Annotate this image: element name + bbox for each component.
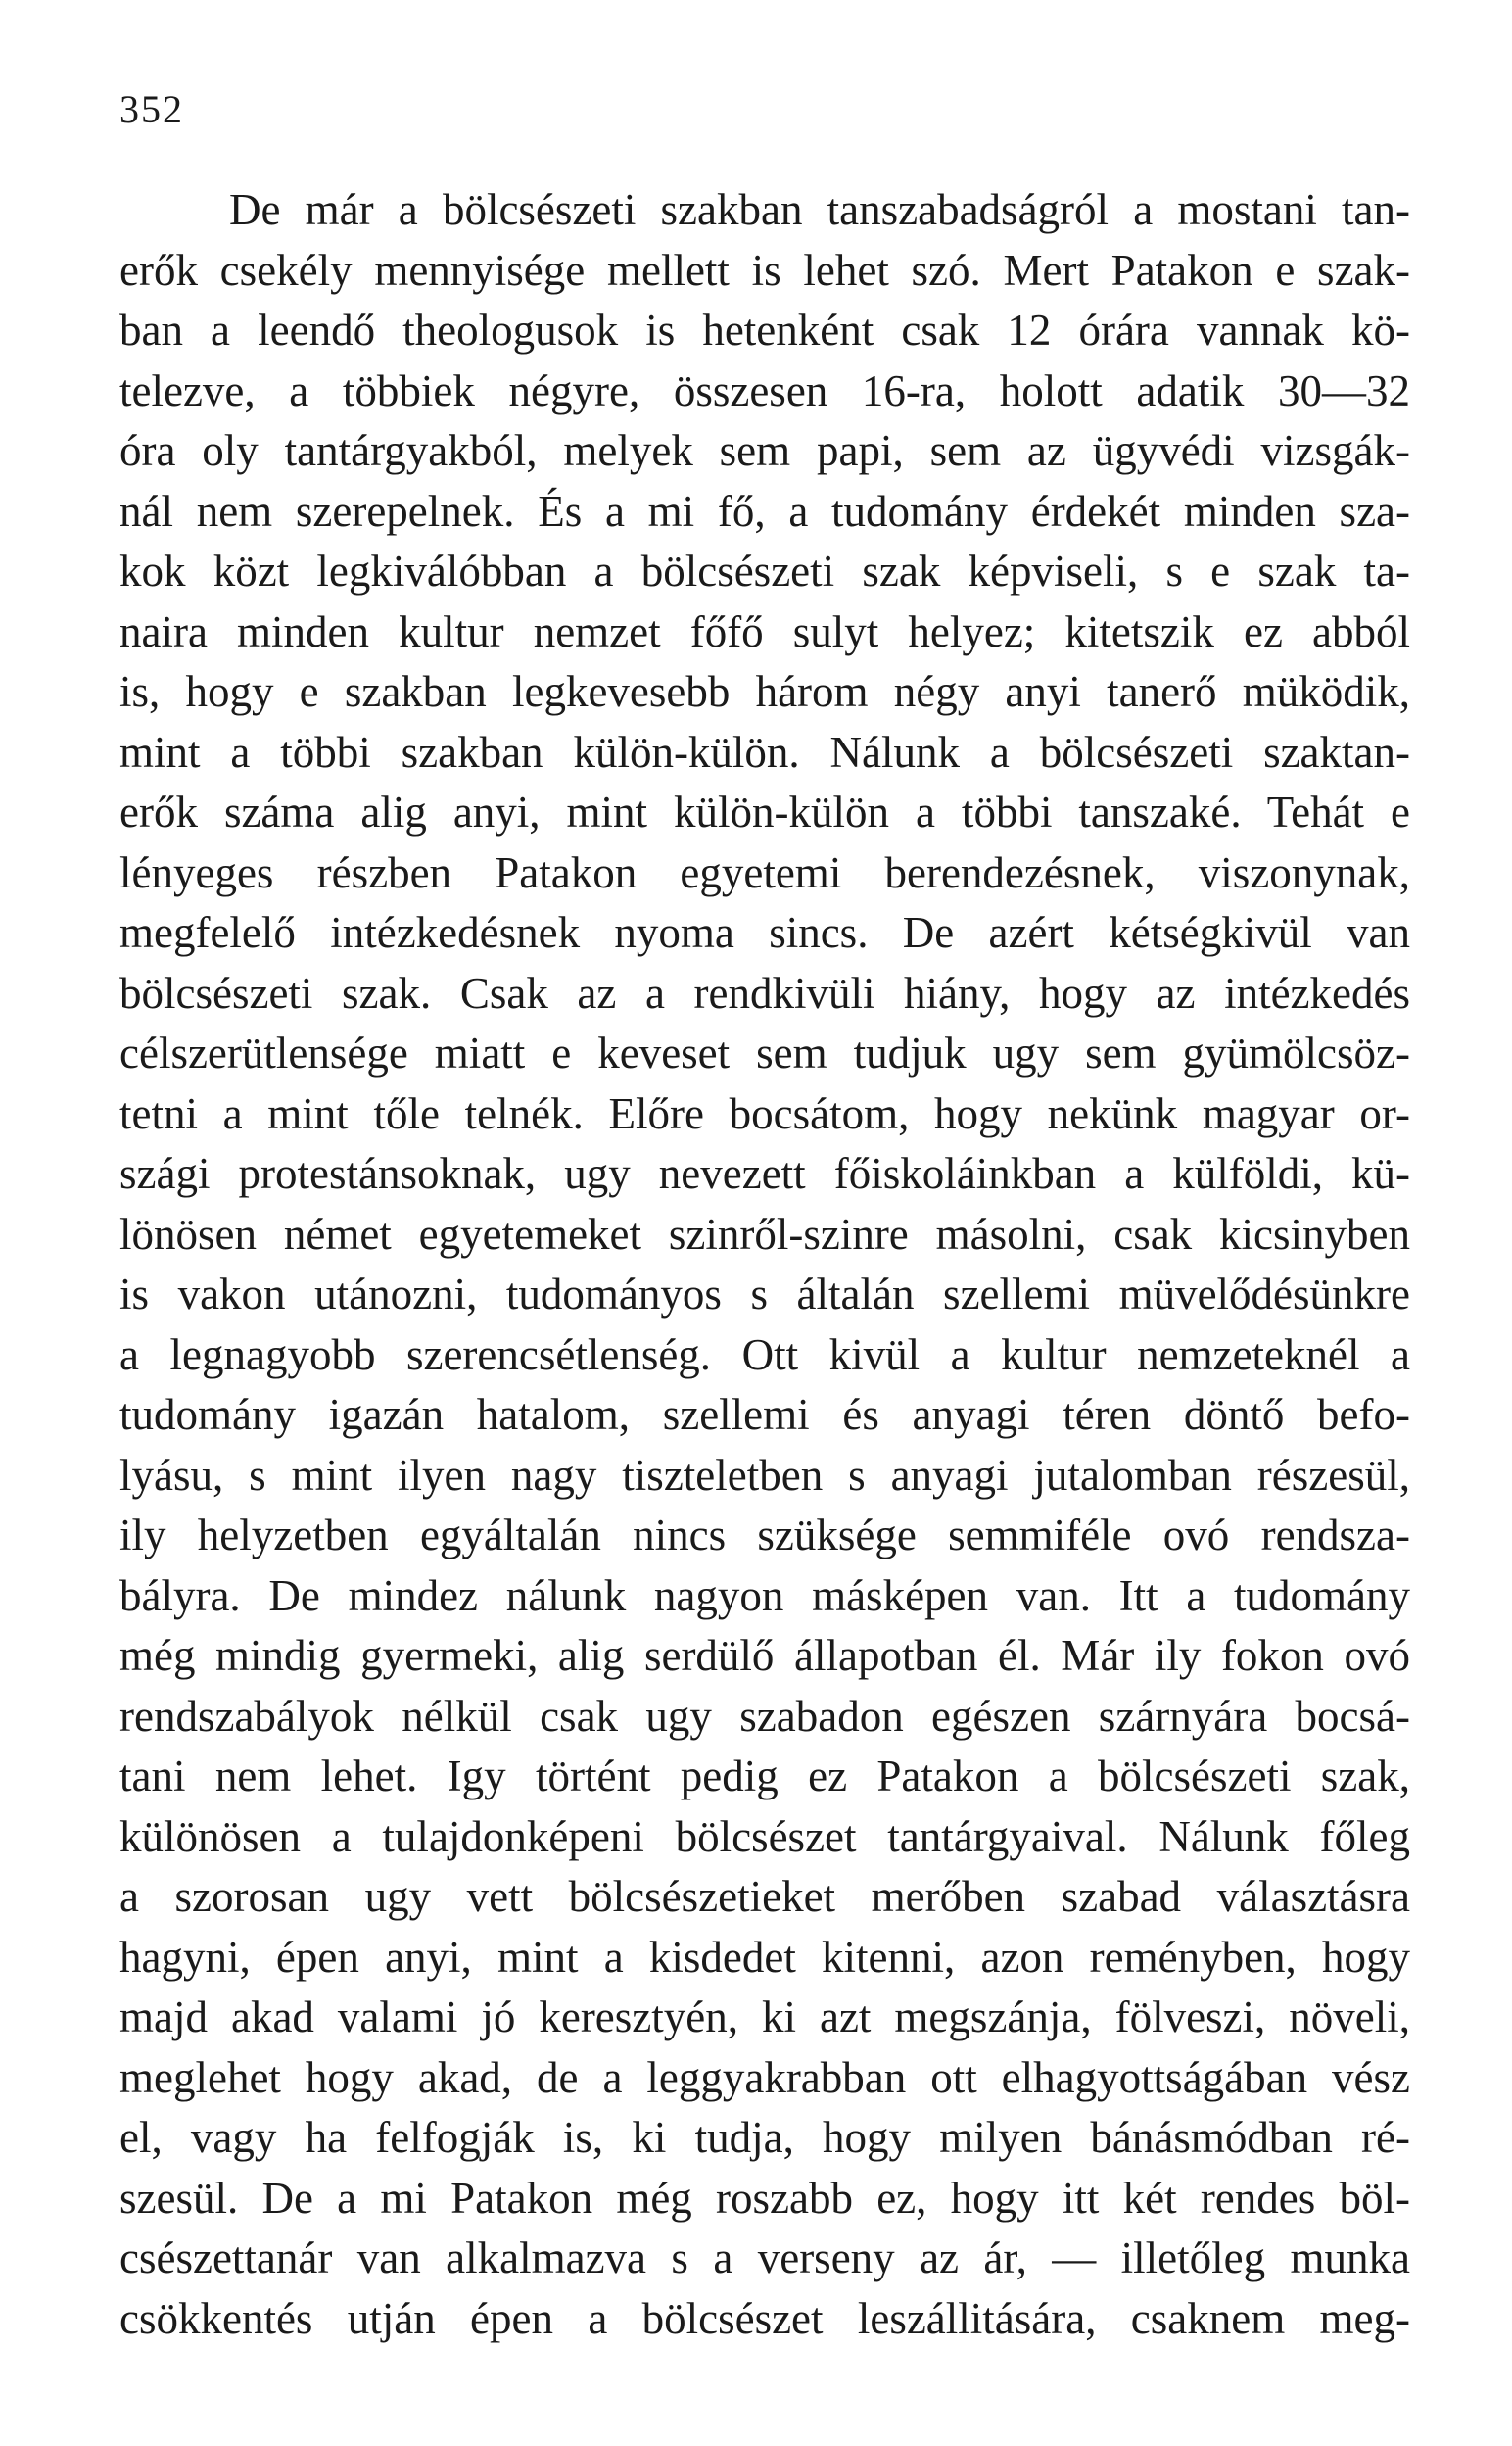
text-line: meglehet hogy akad, de a leggyakrabban ott elhagyottságában vész <box>119 2052 1410 2102</box>
text-line: hagyni, épen anyi, mint a kisdedet kitenni, azon reményben, hogy <box>119 1932 1410 1982</box>
text-line: erők száma alig anyi, mint külön-külön a többi tanszaké. Tehát e <box>119 788 1410 837</box>
text-line: szesül. De a mi Patakon még roszabb ez, hogy itt két rendes böl- <box>119 2173 1410 2223</box>
text-line: lyásu, s mint ilyen nagy tiszteletben s anyagi jutalomban részesül, <box>119 1450 1410 1500</box>
text-line: tani nem lehet. Igy történt pedig ez Patakon a bölcsészeti szak, <box>119 1751 1410 1800</box>
text-line: naira minden kultur nemzet főfő sulyt helyez; kitetszik ez abból <box>119 606 1410 656</box>
text-line: De már a bölcsészeti szakban tanszabadságról a mostani tan- <box>229 185 1410 234</box>
text-line: el, vagy ha felfogják is, ki tudja, hogy milyen bánásmódban ré- <box>119 2113 1410 2162</box>
text-line: majd akad valami jó keresztyén, ki azt megszánja, fölveszi, növeli, <box>119 1992 1410 2041</box>
text-line: csökkentés utján épen a bölcsészet leszállitására, csaknem meg- <box>119 2293 1410 2343</box>
text-line: különösen a tulajdonképeni bölcsészet tantárgyaival. Nálunk főleg <box>119 1811 1410 1861</box>
text-line: erők csekély mennyisége mellett is lehet szó. Mert Patakon e szak- <box>119 245 1410 295</box>
text-line: is, hogy e szakban legkevesebb három négy anyi tanerő müködik, <box>119 667 1410 716</box>
text-line: rendszabályok nélkül csak ugy szabadon egészen szárnyára bocsá- <box>119 1691 1410 1741</box>
text-line: a legnagyobb szerencsétlenség. Ott kivül a kultur nemzeteknél a <box>119 1329 1410 1379</box>
text-line: bályra. De mindez nálunk nagyon másképen van. Itt a tudomány <box>119 1570 1410 1620</box>
text-line: tetni a mint tőle telnék. Előre bocsátom, hogy nekünk magyar or- <box>119 1088 1410 1138</box>
text-line: bölcsészeti szak. Csak az a rendkivüli hiány, hogy az intézkedés <box>119 968 1410 1018</box>
text-line: óra oly tantárgyakból, melyek sem papi, sem az ügyvédi vizsgák- <box>119 426 1410 475</box>
text-line: lényeges részben Patakon egyetemi berendezésnek, viszonynak, <box>119 847 1410 897</box>
text-line: telezve, a többiek négyre, összesen 16-ra, holott adatik 30—32 <box>119 365 1410 415</box>
text-line: megfelelő intézkedésnek nyoma sincs. De azért kétségkivül van <box>119 908 1410 957</box>
text-line: is vakon utánozni, tudományos s általán szellemi müvelődésünkre <box>119 1270 1410 1319</box>
page-number: 352 <box>119 87 184 131</box>
text-line: ily helyzetben egyáltalán nincs szüksége semmiféle ovó rendsza- <box>119 1511 1410 1559</box>
text-line: lönösen német egyetemeket szinről-szinre másolni, csak kicsinyben <box>119 1209 1410 1259</box>
text-line: még mindig gyermeki, alig serdülő állapotban él. Már ily fokon ovó <box>119 1631 1410 1680</box>
text-line: ban a leendő theologusok is hetenként csak 12 órára vannak kö- <box>119 306 1410 355</box>
text-line: a szorosan ugy vett bölcsészetieket merőben szabad választásra <box>119 1872 1410 1921</box>
text-line: szági protestánsoknak, ugy nevezett főiskoláinkban a külföldi, kü- <box>119 1149 1410 1198</box>
body-text <box>119 180 1410 2349</box>
text-line: nál nem szerepelnek. És a mi fő, a tudomány érdekét minden sza- <box>119 486 1410 536</box>
text-line: célszerütlensége miatt e keveset sem tudjuk ugy sem gyümölcsöz- <box>119 1029 1410 1078</box>
text-line: mint a többi szakban külön-külön. Nálunk a bölcsészeti szaktan- <box>119 727 1410 777</box>
text-line: csészettanár van alkalmazva s a verseny az ár, — illetőleg munka <box>119 2233 1410 2282</box>
text-line: kok közt legkiválóbban a bölcsészeti szak képviseli, s e szak ta- <box>119 547 1410 596</box>
text-line: tudomány igazán hatalom, szellemi és anyagi téren döntő befo- <box>119 1390 1410 1439</box>
